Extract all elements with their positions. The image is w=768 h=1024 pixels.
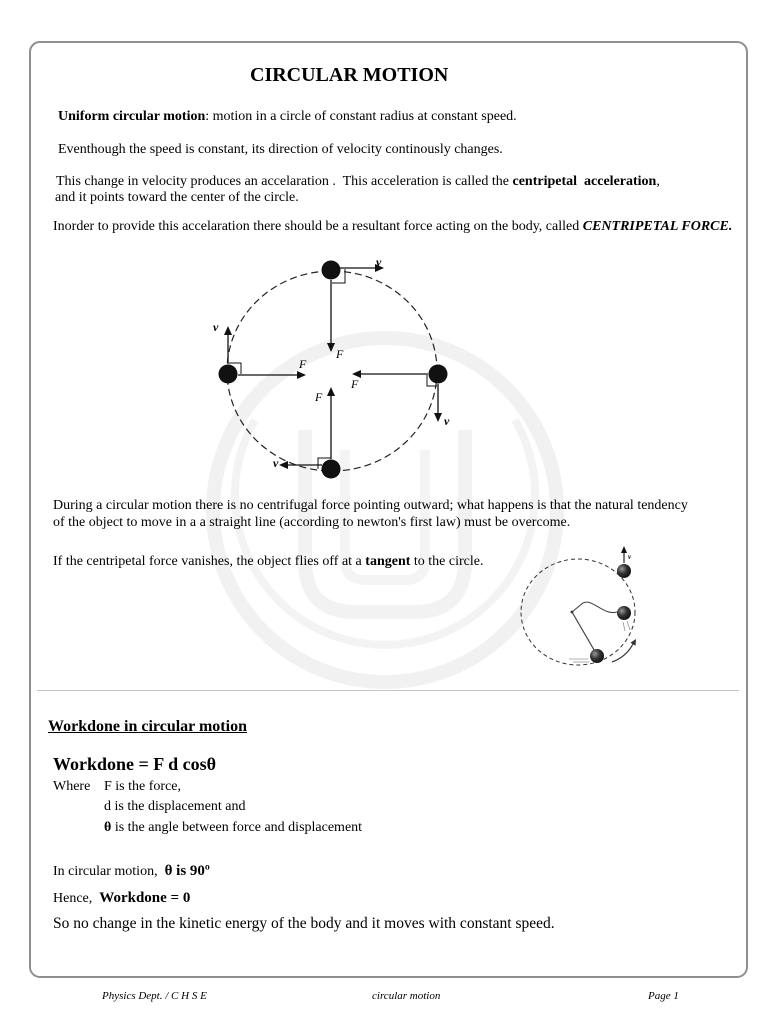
footer-topic: circular motion (372, 990, 441, 1002)
definition-text: is the angle between force and displacement (111, 820, 363, 835)
force-term: CENTRIPETAL FORCE. (582, 219, 733, 234)
tangent-term: tangent (365, 554, 411, 569)
acceleration-text-before: This change in velocity produces an accelaration . This acceleration is called the (56, 174, 513, 189)
tangent-diagram (512, 540, 647, 672)
force-text-before: Inorder to provide this accelaration there should be a resultant force acting on the body, called (53, 219, 583, 234)
section-divider (37, 690, 739, 691)
definition-text: : motion in a circle of constant radius at constant speed. (205, 109, 517, 124)
workdone-heading-text: Workdone in circular motion (48, 718, 247, 735)
circular-case (53, 862, 210, 881)
result-value: Workdone = 0 (99, 890, 191, 906)
bottom-position (273, 387, 341, 479)
workdone-formula-text: Workdone = F d cosθ (53, 754, 217, 774)
force-arrow-head (327, 387, 335, 396)
workdone-formula (53, 753, 216, 775)
definition-angle (104, 819, 362, 837)
tangent-paragraph (53, 553, 483, 571)
ball-bottom (590, 649, 604, 663)
acceleration-text-after: , (656, 174, 660, 189)
circular-case-value: θ is 90º (164, 863, 210, 879)
workdone-result (53, 889, 190, 908)
velocity-arrow-head (279, 461, 288, 469)
top-position (322, 255, 385, 361)
where-label-text: Where (53, 779, 91, 794)
conclusion (53, 914, 555, 934)
ball-top (617, 564, 631, 578)
velocity-label: v (273, 456, 279, 470)
definition-term: Uniform circular motion (58, 109, 206, 124)
definition-text: is the displacement and (111, 799, 246, 814)
velocity-change-text: Eventhough the speed is constant, its direction of velocity continously changes. (58, 142, 503, 157)
acceleration-paragraph-line2 (55, 189, 299, 207)
ball-middle (617, 606, 631, 620)
tangent-text-before: If the centripetal force vanishes, the object flies off at a (53, 554, 366, 569)
force-label: F (299, 357, 307, 371)
velocity-label: v (376, 255, 382, 269)
centripetal-force-paragraph (53, 218, 732, 236)
footer-department: Physics Dept. / C H S E (102, 990, 207, 1002)
velocity-label: v (444, 414, 450, 428)
acceleration-line2: and it points toward the center of the circle. (55, 190, 299, 205)
ball (322, 261, 341, 280)
left-position (213, 320, 307, 384)
right-position (350, 365, 450, 429)
circular-path (227, 271, 437, 471)
centrifugal-note-line2 (53, 514, 570, 532)
string-line (572, 612, 597, 655)
velocity-arrow-head (434, 413, 442, 422)
velocity-arrow-head (224, 326, 232, 335)
string-line-released (572, 602, 617, 612)
page-title: CIRCULAR MOTION (250, 64, 449, 86)
force-label: F (315, 390, 323, 404)
centrifugal-text-1: During a circular motion there is no centrifugal force pointing outward; what happens is that the natural tendency (53, 498, 688, 513)
definition-displacement (104, 798, 246, 816)
definition-symbol: F (104, 779, 112, 794)
rotation-arrow (612, 644, 633, 662)
force-label: F (351, 377, 359, 391)
tangent-text-after: to the circle. (410, 554, 484, 569)
force-label: F (336, 347, 344, 361)
ball (322, 460, 341, 479)
force-arrow-head (327, 343, 335, 352)
velocity-label: v (628, 553, 632, 561)
definition-text: is the force, (111, 779, 181, 794)
where-label (53, 778, 90, 796)
definition-symbol: d (104, 799, 111, 814)
conclusion-text: So no change in the kinetic energy of the body and it moves with constant speed. (53, 915, 555, 932)
velocity-arrow-head (621, 546, 627, 553)
velocity-change-paragraph (58, 141, 503, 159)
definition-symbol: θ (104, 820, 112, 835)
centrifugal-text-2: of the object to move in a a straight line (according to newton's first law) must be overcome. (53, 515, 571, 530)
acceleration-term: centripetal acceleration (512, 174, 657, 189)
circular-case-text: In circular motion, (53, 864, 165, 879)
footer-page-number: Page 1 (648, 990, 679, 1002)
workdone-heading (48, 717, 247, 737)
force-arrow-head (297, 371, 306, 379)
definition-paragraph (58, 108, 517, 126)
centrifugal-note-line1 (53, 497, 688, 515)
ball (219, 365, 238, 384)
velocity-label: v (213, 320, 219, 334)
result-text: Hence, (53, 891, 100, 906)
ball (429, 365, 448, 384)
definition-force (104, 778, 181, 796)
centripetal-force-diagram (200, 250, 470, 485)
